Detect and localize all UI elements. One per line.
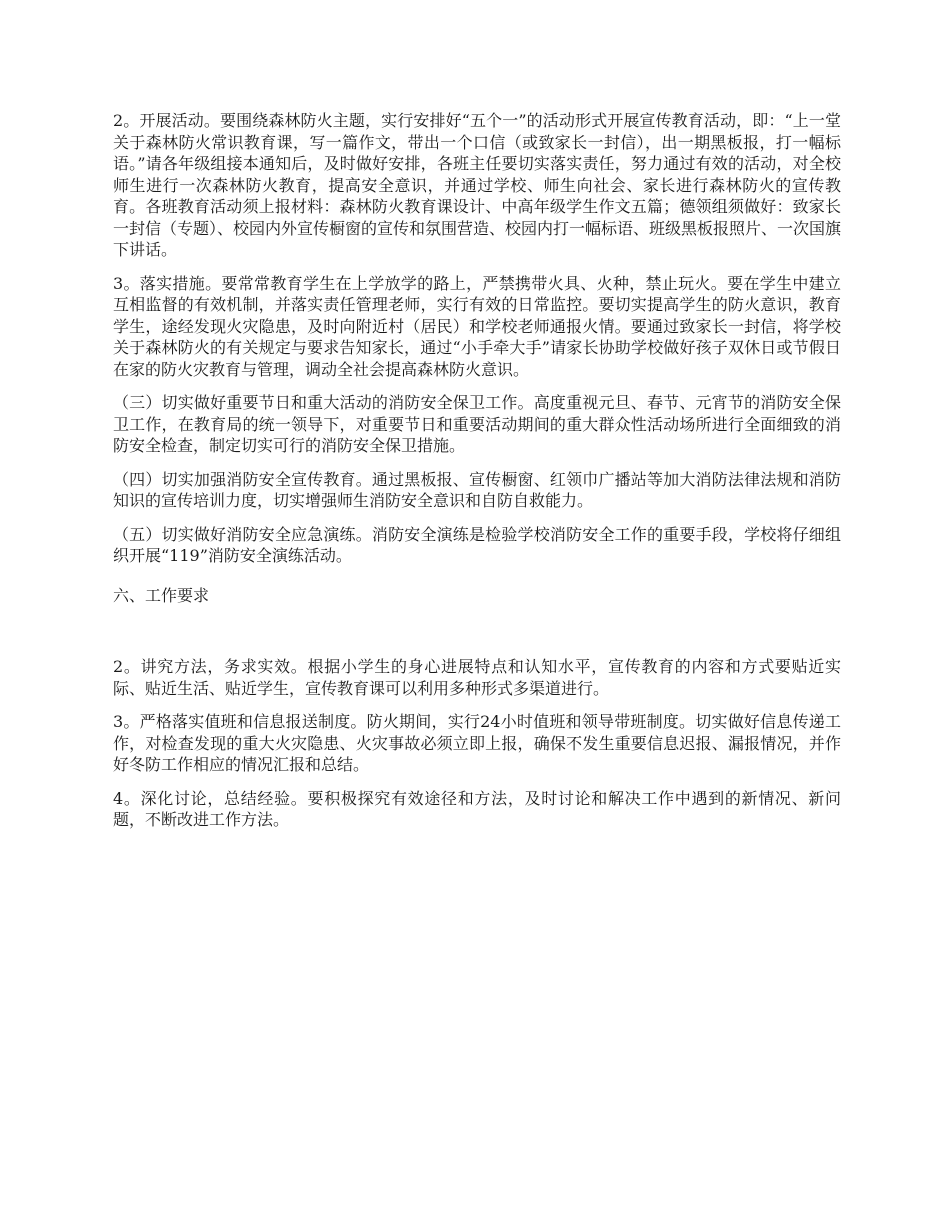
paragraph-summary: 4。深化讨论，总结经验。要积极探究有效途径和方法，及时讨论和解决工作中遇到的新情况、新问题，不断改进工作方法。	[113, 788, 841, 829]
paragraph-holiday-security: （三）切实做好重要节日和重大活动的消防安全保卫工作。高度重视元旦、春节、元宵节的消防安全保卫工作，在教育局的统一领导下，对重要节日和重要活动期间的重大群众性活动场所进行全面细致的消防安全检查，制定切实可行的消防安全保卫措施。	[113, 393, 841, 455]
paragraph-duty-system: 3。严格落实值班和信息报送制度。防火期间，实行24小时值班和领导带班制度。切实做好信息传递工作，对检查发现的重大火灾隐患、火灾事故必须立即上报，确保不发生重要信息迟报、漏报情况，并作好冬防工作相应的情况汇报和总结。	[113, 712, 841, 774]
paragraph-activities: 2。开展活动。要围绕森林防火主题，实行安排好“五个一”的活动形式开展宣传教育活动，即：“上一堂关于森林防火常识教育课，写一篇作文，带出一个口信（或致家长一封信），出一期黑板报，打一幅标语。”请各年级组接本通知后，及时做好安排，各班主任要切实落实责任，努力通过有效的活动，对全校师生进行一次森林防火教育，提高安全意识，并通过学校、师生向社会、家长进行森林防火的宣传教育。各班教育活动须上报材料：森林防火教育课设计、中高年级学生作文五篇；德领组须做好：致家长一封信（专题）、校园内外宣传橱窗的宣传和氛围营造、校园内打一幅标语、班级黑板报照片、一次国旗下讲话。	[113, 111, 842, 259]
paragraph-measures: 3。落实措施。要常常教育学生在上学放学的路上，严禁携带火具、火种，禁止玩火。要在学生中建立互相监督的有效机制，并落实责任管理老师，实行有效的日常监控。要切实提高学生的防火意识，教育学生，途经发现火灾隐患，及时向附近村（居民）和学校老师通报火情。要通过致家长一封信，将学校关于森林防火的有关规定与要求告知家长，通过“小手牵大手”请家长协助学校做好孩子双休日或节假日在家的防火灾教育与管理，调动全社会提高森林防火意识。	[113, 273, 841, 379]
paragraph-methods: 2。讲究方法，务求实效。根据小学生的身心进展特点和认知水平，宣传教育的内容和方式要贴近实际、贴近生活、贴近学生，宣传教育课可以利用多种形式多渠道进行。	[113, 657, 841, 698]
paragraph-emergency-drill: （五）切实做好消防安全应急演练。消防安全演练是检验学校消防安全工作的重要手段，学校将仔细组织开展“119”消防安全演练活动。	[113, 524, 841, 565]
paragraph-fire-education: （四）切实加强消防安全宣传教育。通过黑板报、宣传橱窗、红领巾广播站等加大消防法律法规和消防知识的宣传培训力度，切实增强师生消防安全意识和自防自救能力。	[113, 469, 841, 510]
section-heading: 六、工作要求	[113, 585, 210, 605]
document-page	[113, 110, 841, 843]
blank-gap	[113, 618, 841, 656]
